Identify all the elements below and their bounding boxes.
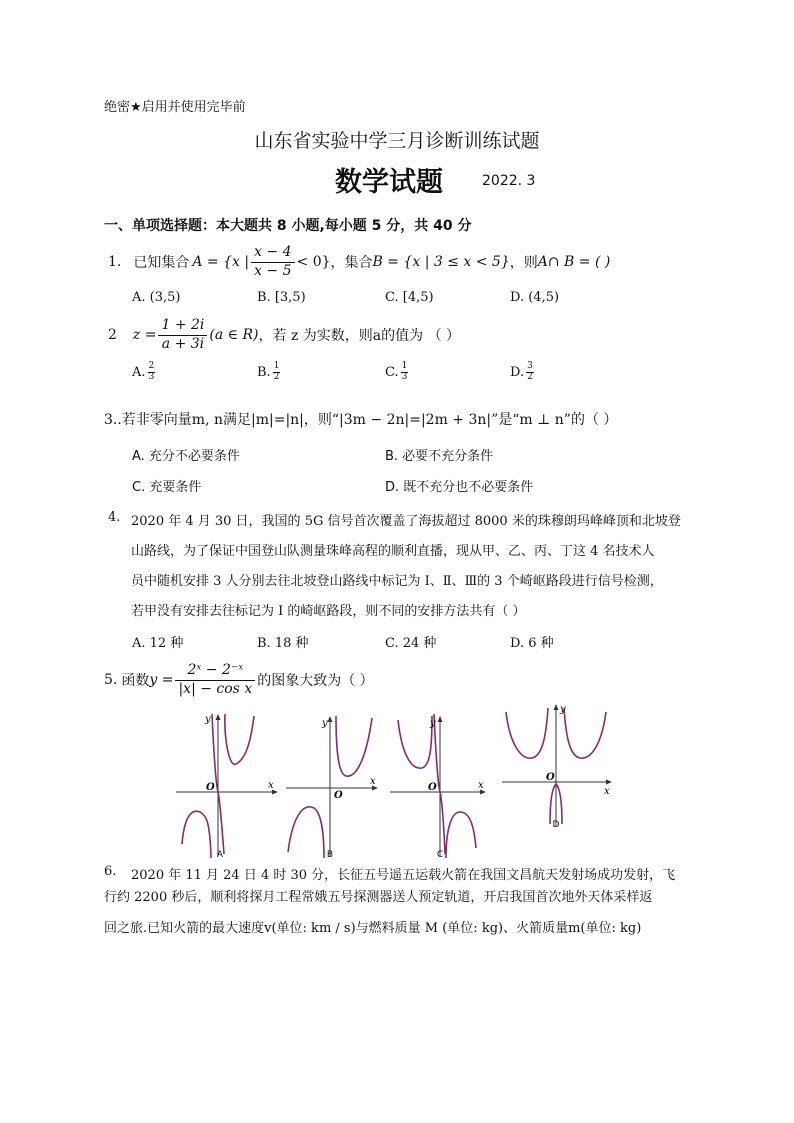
y-equals: y = <box>149 672 174 688</box>
q4-option-d: D. 6 种 <box>510 636 554 651</box>
q1-option-b: B. [3,5) <box>257 290 306 305</box>
secret-label: 绝密★启用并使用完毕前 <box>104 100 246 115</box>
q5-text-b: 的图象大致为（ ） <box>257 673 374 689</box>
set-a-open: A = {x | <box>192 254 250 270</box>
option-letter: D. <box>510 364 525 380</box>
set-a-close: < 0} <box>296 254 331 270</box>
q4-line-3: 员中随机安排 3 人分别去往北坡登山路线中标记为 Ⅰ、Ⅱ、Ⅲ的 3 个崎岖路段进行信号检测， <box>131 574 663 589</box>
origin-label: O <box>206 782 215 793</box>
graph-c[interactable] <box>388 708 492 860</box>
graph-caption: B <box>326 850 334 860</box>
question-5 <box>104 658 374 702</box>
graph-caption: D <box>552 820 560 830</box>
q4-option-b: B. 18 种 <box>257 636 309 651</box>
school-title: 山东省实验中学三月诊断训练试题 <box>254 130 540 152</box>
x-axis-label: x <box>370 776 376 787</box>
q1-option-d: D. (4,5) <box>510 290 560 305</box>
subject-title: 数学试题 <box>335 167 443 198</box>
fraction-numerator: 2 <box>148 361 155 371</box>
q3-option-b: B. 必要不充分条件 <box>385 449 494 464</box>
question-number: 1. <box>108 254 122 270</box>
set-a-fraction <box>251 244 294 280</box>
z-equals: z = <box>132 327 157 343</box>
fraction-numerator: x − 4 <box>251 244 294 263</box>
y-axis-label: y <box>322 718 328 729</box>
question-number: 6. <box>104 864 117 879</box>
x-axis-label: x <box>604 786 610 797</box>
q5-text-a: 函数 <box>121 673 150 689</box>
fraction-denominator: a + 3i <box>161 335 205 352</box>
graph-d[interactable] <box>500 698 620 828</box>
question-number: 2 <box>108 327 117 343</box>
x-axis-label: x <box>268 780 274 791</box>
fraction-denominator: 2 <box>527 371 533 382</box>
q2-text: ，若 z 为实数，则a的值为 （ ） <box>258 328 461 344</box>
option-letter: A. <box>132 364 146 380</box>
q1-text-a: 已知集合 <box>133 255 190 271</box>
q3-text: .若非零向量m, n满足|m|=|n|，则“|3m − 2n|=|2m + 3n|”是“m ⊥ n”的（ ） <box>117 412 618 428</box>
y-axis-label: y <box>205 714 211 725</box>
origin-label: O <box>428 782 437 793</box>
function-fraction <box>175 662 255 698</box>
question-3 <box>104 409 617 429</box>
y-axis-label: y <box>560 704 566 715</box>
section-heading: 一、单项选择题：本大题共 8 小题,每小题 5 分，共 40 分 <box>104 218 472 234</box>
q4-option-a: A. 12 种 <box>132 636 184 651</box>
z-fraction <box>158 317 207 353</box>
graph-caption: A <box>216 850 224 860</box>
graph-caption: C <box>436 850 444 860</box>
q2-option-c <box>385 362 410 383</box>
exam-date: 2022. 3 <box>482 173 536 189</box>
y-axis-label: y <box>430 718 436 729</box>
question-number: 5. <box>104 672 118 688</box>
q2-option-a <box>132 362 157 383</box>
option-fraction <box>401 362 409 383</box>
option-letter: B. <box>257 364 271 380</box>
q1-text-b: ，集合 <box>330 255 373 271</box>
option-fraction <box>148 362 156 383</box>
q6-line-3: 回之旅.已知火箭的最大速度v(单位: km / s)与燃料质量 M (单位: kg)、火箭质量m(单位: kg) <box>104 921 642 936</box>
fraction-numerator: 1 <box>401 361 408 371</box>
graph-b[interactable] <box>284 708 384 860</box>
fraction-denominator: 3 <box>148 371 155 382</box>
q1-option-a: A. (3,5) <box>132 290 181 305</box>
option-fraction <box>526 362 534 383</box>
q1-text-c: ，则 <box>509 255 538 271</box>
graph-a[interactable] <box>174 708 282 860</box>
set-b: B = {x | 3 ≤ x < 5} <box>372 254 510 270</box>
q6-line-2: 行约 2200 秒后，顺利将探月工程常娥五号探测器送人预定轨道，开启我国首次地外天体采样返 <box>104 890 653 905</box>
fraction-numerator: 2ˣ − 2⁻ˣ <box>175 662 255 681</box>
question-1 <box>108 240 610 284</box>
fraction-numerator: 3 <box>527 361 533 371</box>
question-2 <box>108 313 460 357</box>
fraction-denominator: x − 5 <box>254 262 292 279</box>
q2-option-d <box>510 362 536 383</box>
intersection-expression: A∩ B = ( ) <box>537 254 611 270</box>
fraction-denominator: 3 <box>401 371 408 382</box>
x-axis-label: x <box>478 780 484 791</box>
question-number: 3. <box>104 412 118 428</box>
origin-label: O <box>334 790 343 801</box>
fraction-numerator: 1 <box>273 361 280 371</box>
option-letter: C. <box>385 364 399 380</box>
origin-label: O <box>546 772 555 783</box>
q1-option-c: C. [4,5) <box>385 290 434 305</box>
q3-option-c: C. 充要条件 <box>132 480 202 495</box>
q2-option-b <box>257 362 282 383</box>
option-fraction <box>273 362 281 383</box>
q4-line-4: 若甲没有安排去往标记为 Ⅰ 的崎岖路段，则不同的安排方法共有（ ） <box>131 604 526 619</box>
q3-option-a: A. 充分不必要条件 <box>132 449 240 464</box>
fraction-denominator: |x| − cos x <box>178 680 253 697</box>
fraction-denominator: 2 <box>273 371 280 382</box>
q4-line-1: 2020 年 4 月 30 日，我国的 5G 信号首次覆盖了海拔超过 8000 米的珠穆朗玛峰峰顶和北坡登 <box>131 514 681 529</box>
condition: (a ∈ R) <box>209 327 259 343</box>
q6-line-1: 2020 年 11 月 24 日 4 时 30 分，长征五号遥五运载火箭在我国文昌航天发射场成功发射，飞 <box>131 868 676 883</box>
q4-option-c: C. 24 种 <box>385 636 437 651</box>
q4-line-2: 山路线，为了保证中国登山队测量珠峰高程的顺利直播，现从甲、乙、丙、丁这 4 名技术人 <box>131 544 655 559</box>
fraction-numerator: 1 + 2i <box>158 317 207 336</box>
question-number: 4. <box>108 510 121 525</box>
q3-option-d: D. 既不充分也不必要条件 <box>385 480 534 495</box>
